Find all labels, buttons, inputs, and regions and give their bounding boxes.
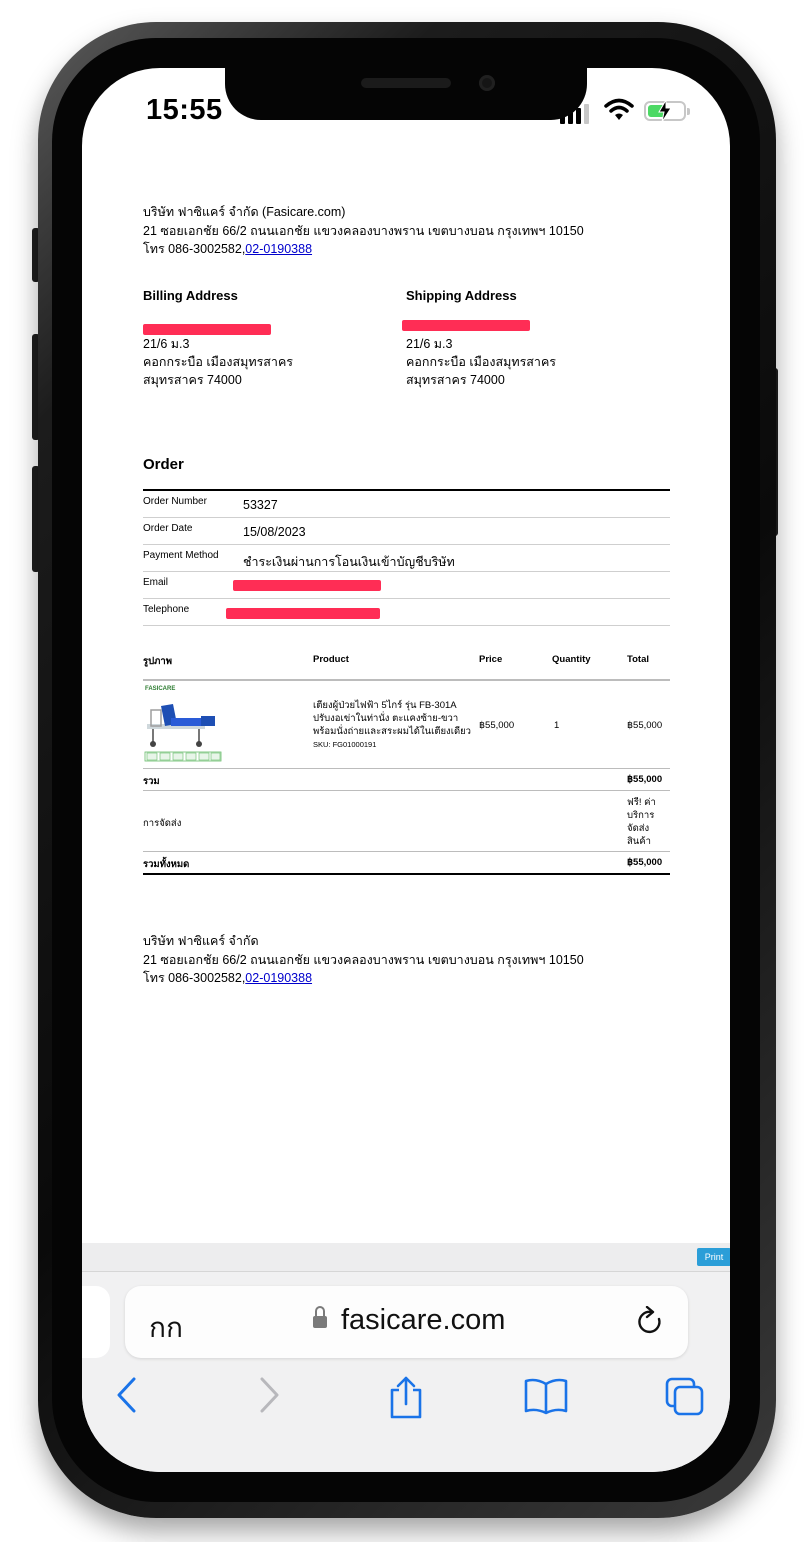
order-number-value: 53327 [243, 498, 278, 512]
share-icon[interactable] [386, 1376, 426, 1420]
billing-line2: คอกกระบือ เมืองสมุทรสาคร [143, 355, 294, 369]
payment-method-label: Payment Method [143, 550, 219, 561]
row-divider [143, 851, 670, 852]
battery-charging-icon [644, 101, 686, 121]
company-name: บริษัท ฟาซิแคร์ จำกัด (Fasicare.com) [143, 205, 346, 219]
telephone-label: Telephone [143, 604, 190, 615]
footer-company-address: 21 ซอยเอกชัย 66/2 ถนนเอกชัย แขวงคลองบางพราน เขตบางบอน กรุงเทพฯ 10150 [143, 952, 584, 967]
col-product: Product [313, 654, 349, 665]
company-phone: โทร 086-3002582,02-0190388 [143, 242, 313, 256]
company-address: 21 ซอยเอกชัย 66/2 ถนนเอกชัย แขวงคลองบางพราน เขตบางบอน กรุงเทพฯ 10150 [143, 223, 584, 238]
phone-screen [82, 68, 730, 1472]
order-row [143, 491, 670, 518]
shipping-heading: Shipping Address [406, 288, 517, 303]
battery-cap [687, 108, 690, 115]
billing-line1: 21/6 ม.3 [143, 337, 190, 351]
payment-method-value: ชำระเงินผ่านการโอนเงินเข้าบัญชีบริษัท [243, 555, 455, 569]
tabs-icon[interactable] [664, 1376, 706, 1418]
billing-line3: สมุทรสาคร 74000 [143, 373, 242, 387]
order-row [143, 518, 670, 545]
billing-heading: Billing Address [143, 288, 238, 303]
company-footer [143, 932, 584, 988]
status-time: 15:55 [146, 94, 223, 126]
product-image[interactable] [143, 682, 223, 762]
phone-link[interactable]: 02-0190388 [245, 242, 313, 256]
product-name[interactable]: เตียงผู้ป่วยไฟฟ้า 5ไกร์ รุ่น FB-301A ปรับงอเข่าในท่านั่ง ตะแคงซ้าย-ขวา พร้อมนั่งถ่ายและสระผมได้ในเตียงเดียว [313, 700, 472, 737]
speaker-grille [361, 78, 451, 88]
footer-phone-link[interactable]: 02-0190388 [245, 971, 313, 985]
col-price: Price [479, 654, 503, 665]
previous-tab-preview[interactable] [82, 1286, 110, 1358]
row-divider [143, 768, 670, 769]
billing-name-redaction [143, 324, 271, 335]
product-price: ฿55,000 [479, 720, 515, 731]
order-title: Order [143, 456, 184, 473]
order-row [143, 599, 670, 626]
url-text[interactable]: fasicare.com [341, 1304, 506, 1336]
col-quantity: Quantity [552, 654, 591, 665]
product-sku: SKU: FG01000191 [313, 740, 377, 749]
col-total: Total [627, 654, 649, 665]
bookmarks-icon[interactable] [523, 1376, 569, 1416]
footer-company-phone: โทร 086-3002582,02-0190388 [143, 971, 313, 985]
order-number-label: Order Number [143, 496, 207, 507]
order-row [143, 545, 670, 572]
row-divider [143, 790, 670, 791]
page-settings-button[interactable]: กก [149, 1312, 183, 1343]
shipping-value: ฟรี! ค่าบริการจัดส่งสินค้า [627, 797, 656, 847]
product-quantity: 1 [554, 720, 560, 731]
col-image: รูปภาพ [143, 656, 172, 667]
shipping-line1: 21/6 ม.3 [406, 337, 453, 351]
subtotal-label: รวม [143, 776, 160, 787]
forward-icon[interactable] [256, 1376, 282, 1414]
reload-icon[interactable] [635, 1306, 665, 1338]
company-header [143, 203, 584, 259]
grand-total-value: ฿55,000 [627, 857, 663, 868]
product-total: ฿55,000 [627, 720, 663, 731]
shipping-line2: คอกกระบือ เมืองสมุทรสาคร [406, 355, 557, 369]
notch [225, 68, 587, 120]
order-row [143, 572, 670, 599]
print-strip [82, 1243, 730, 1272]
email-redaction [233, 580, 381, 591]
wifi-icon [604, 98, 634, 122]
address-bar[interactable] [125, 1286, 688, 1358]
email-label: Email [143, 577, 169, 588]
shipping-address [406, 335, 556, 389]
order-date-label: Order Date [143, 523, 193, 534]
subtotal-value: ฿55,000 [627, 774, 663, 785]
table-bottom-rule [143, 873, 670, 875]
svg-text:FASICARE: FASICARE [145, 686, 176, 692]
header-divider [143, 679, 670, 681]
order-date-value: 15/08/2023 [243, 525, 306, 539]
safari-toolbar [82, 1368, 730, 1438]
shipping-line3: สมุทรสาคร 74000 [406, 373, 505, 387]
front-camera [479, 75, 495, 91]
telephone-redaction [226, 608, 380, 619]
billing-address [143, 335, 293, 389]
shipping-name-redaction [402, 320, 530, 331]
order-table [143, 489, 670, 626]
back-icon[interactable] [114, 1376, 140, 1414]
print-button[interactable]: Print [697, 1248, 730, 1266]
shipping-label: การจัดส่ง [143, 818, 182, 829]
footer-company-name: บริษัท ฟาซิแคร์ จำกัด [143, 934, 259, 948]
lock-icon [313, 1316, 327, 1328]
grand-total-label: รวมทั้งหมด [143, 859, 190, 870]
